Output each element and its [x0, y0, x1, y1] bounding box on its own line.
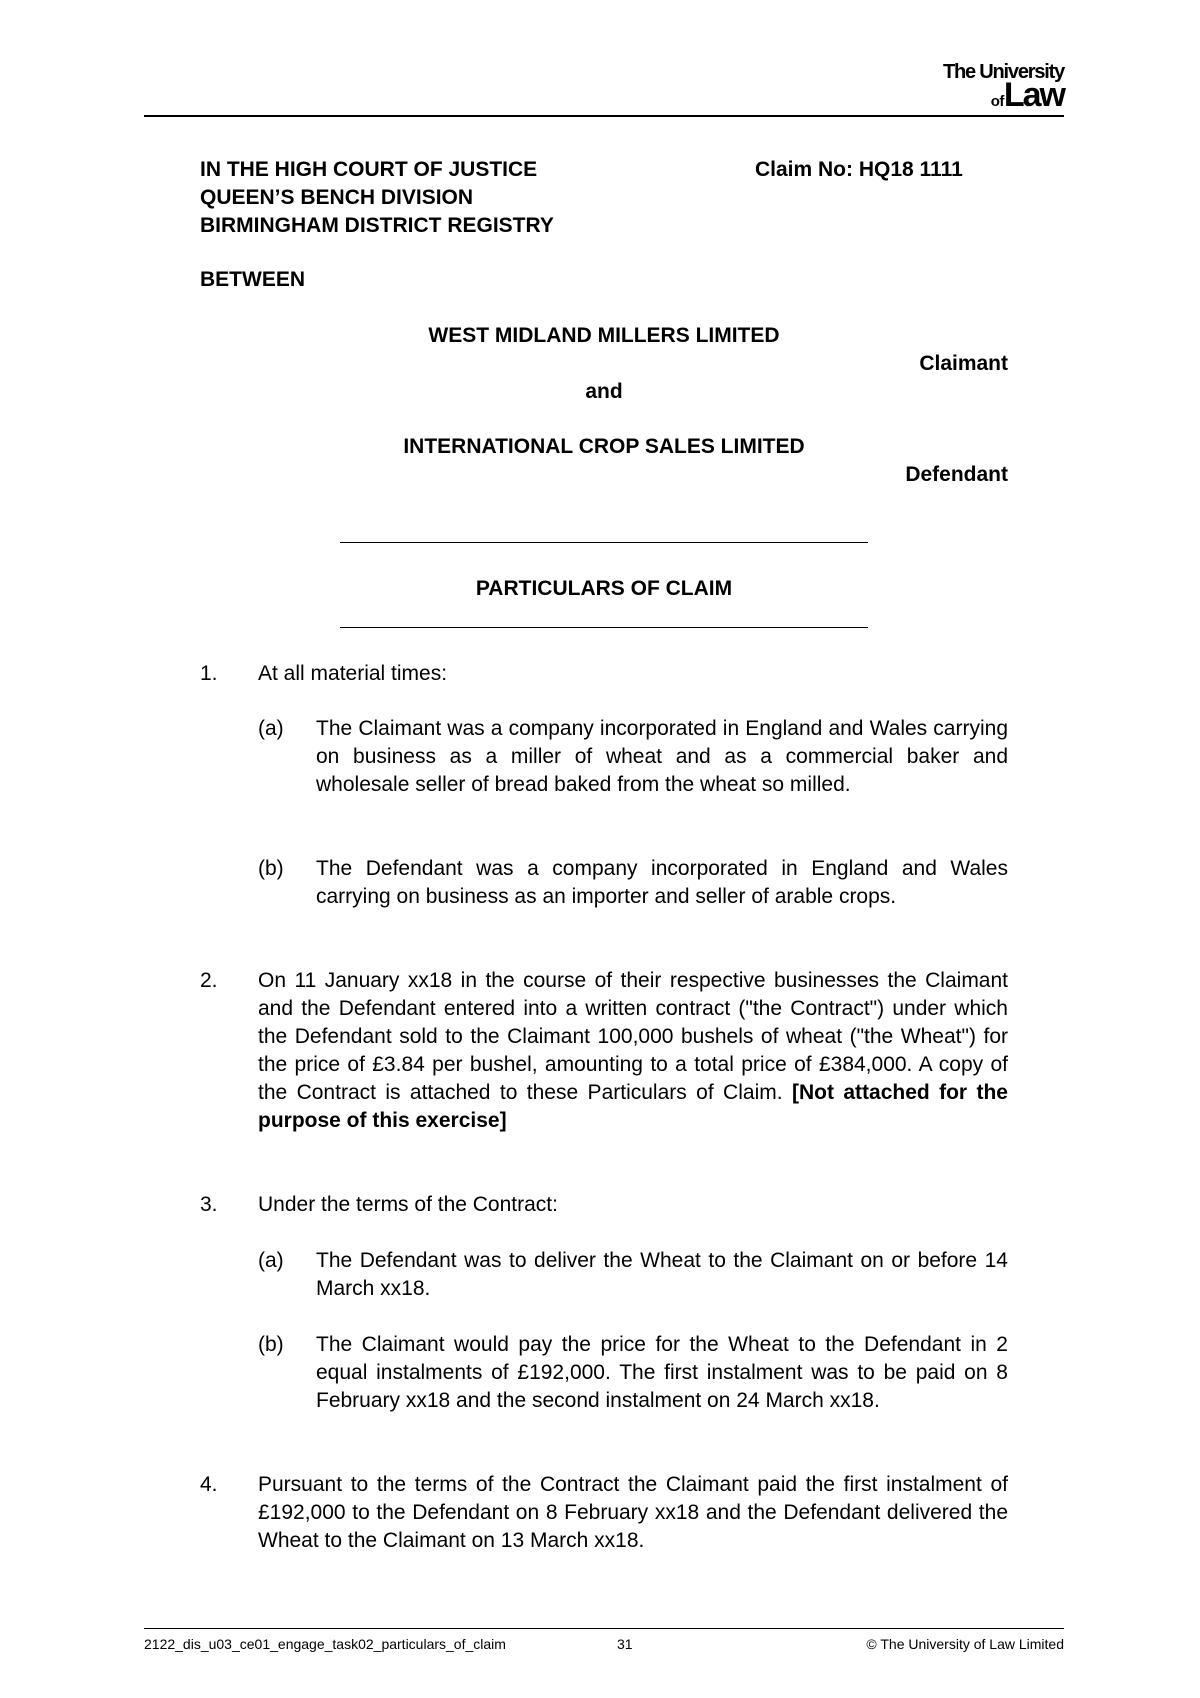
title-rule-top — [340, 542, 868, 543]
para-3-text: Under the terms of the Contract: — [258, 1193, 558, 1216]
claimant-role: Claimant — [919, 352, 1008, 375]
claimant-name: WEST MIDLAND MILLERS LIMITED — [428, 324, 780, 347]
para-1-text: At all material times: — [258, 662, 448, 685]
para-1b-label: (b) — [258, 857, 284, 880]
para-2-number: 2. — [200, 969, 218, 992]
para-3b-text: The Claimant would pay the price for the Wheat to the Defendant in 2 equal instalments of £192,000. The first instalment was to be paid on 8 February xx18 and the second instalment on 24 March xx18. — [316, 1333, 1008, 1412]
para-1b-text: The Defendant was a company incorporated in England and Wales carrying on business as an importer and seller of arable crops. — [316, 857, 1008, 908]
defendant-role: Defendant — [905, 463, 1008, 486]
logo-of: of — [990, 93, 1004, 110]
para-1a-text: The Claimant was a company incorporated in England and Wales carrying on business as a miller of wheat and as a commercial baker and wholesale seller of bread baked from the wheat so milled. — [316, 717, 1008, 796]
para-2-note: [Not attached for the purpose of this exercise] — [258, 1081, 1008, 1132]
para-1a-label: (a) — [258, 717, 284, 740]
claim-number: Claim No: HQ18 1111 — [755, 158, 963, 181]
defendant-name: INTERNATIONAL CROP SALES LIMITED — [403, 435, 805, 458]
para-2-body: On 11 January xx18 in the course of their respective businesses the Claimant and the Defendant entered into a written contract ("the Contract") under which the Defendant sold to the Claimant 100,000 bushels of wheat ("the Wheat") for the price of £3.84 per bushel, amounting to a total price of £384,000. A copy of the Contract is attached to these Particulars of Claim. — [258, 969, 1008, 1104]
para-4-number: 4. — [200, 1473, 218, 1496]
para-3-number: 3. — [200, 1193, 218, 1216]
para-1-number: 1. — [200, 662, 218, 685]
footer-divider — [144, 1628, 1064, 1629]
para-3a-label: (a) — [258, 1249, 284, 1272]
between-heading: BETWEEN — [200, 268, 305, 291]
para-3b-label: (b) — [258, 1333, 284, 1356]
and-connector: and — [585, 380, 623, 403]
footer-filename: 2122_dis_u03_ce01_engage_task02_particulars_of_claim — [144, 1636, 506, 1652]
para-4-text: Pursuant to the terms of the Contract the Claimant paid the first instalment of £192,000 to the Defendant on 8 February xx18 and the Defendant delivered the Wheat to the Claimant on 13 March xx18. — [258, 1473, 1008, 1552]
header-divider — [144, 115, 1064, 117]
logo-line-1: The University — [942, 61, 1064, 83]
para-2-text — [258, 967, 1008, 1135]
footer-page-number: 31 — [617, 1636, 633, 1652]
logo-law: Law — [1003, 76, 1064, 114]
title-rule-bottom — [340, 627, 868, 628]
document-title: PARTICULARS OF CLAIM — [475, 577, 733, 600]
court-line-1: IN THE HIGH COURT OF JUSTICE — [200, 158, 538, 181]
university-of-law-logo — [943, 62, 1064, 112]
court-heading — [200, 156, 554, 240]
court-line-2: QUEEN’S BENCH DIVISION — [200, 186, 474, 209]
footer-copyright: © The University of Law Limited — [866, 1636, 1064, 1652]
court-line-3: BIRMINGHAM DISTRICT REGISTRY — [200, 214, 554, 237]
para-3a-text: The Defendant was to deliver the Wheat to the Claimant on or before 14 March xx18. — [316, 1249, 1008, 1300]
